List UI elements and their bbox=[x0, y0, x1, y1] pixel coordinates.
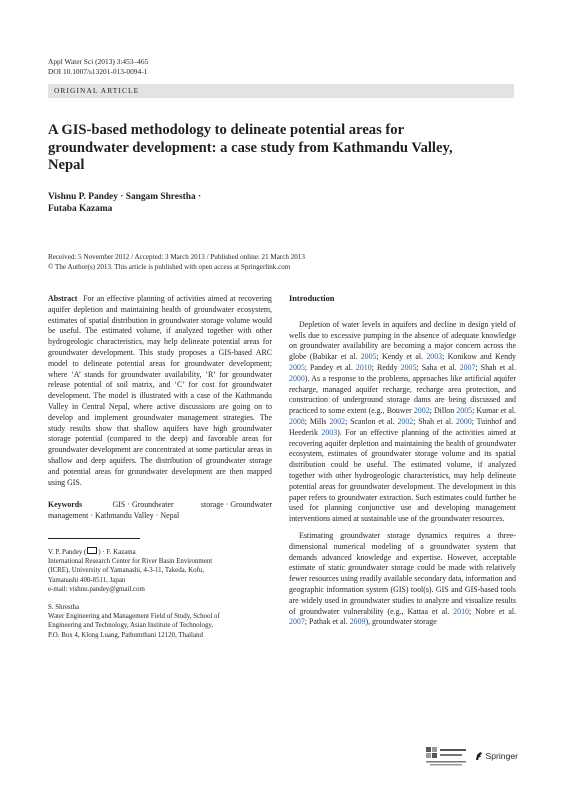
body-text: ; Kendy et al. bbox=[376, 352, 427, 362]
citation-link[interactable]: 2007 bbox=[459, 362, 476, 372]
body-text: ; Shah et al. bbox=[413, 416, 456, 426]
citation-link[interactable]: 2005 bbox=[400, 362, 417, 372]
body-text: ; Pathak et al. bbox=[304, 617, 350, 627]
keyword: Kathmandu Valley bbox=[94, 511, 154, 521]
citation-link[interactable]: 2005 bbox=[456, 406, 473, 416]
affiliation-line: Yamanashi 400-8511, Japan bbox=[48, 576, 126, 584]
introduction-paragraph bbox=[289, 320, 516, 525]
author-email[interactable]: e-mail: vishnu.pandey@gmail.com bbox=[48, 585, 145, 593]
springer-logo bbox=[474, 751, 518, 761]
citation-link[interactable]: 2002 bbox=[413, 406, 430, 416]
body-text: ; Dillon bbox=[429, 406, 457, 416]
article-title: A GIS-based methodology to delineate potential areas for groundwater development: a case study from Kathmandu Valley, Nepal bbox=[48, 122, 453, 174]
citation-link[interactable]: 2008 bbox=[289, 416, 305, 426]
springer-horse-icon bbox=[474, 751, 484, 761]
affiliation-author: S. Shrestha bbox=[48, 603, 80, 611]
keyword: Nepal bbox=[160, 511, 180, 521]
citation-link[interactable]: 2000 bbox=[455, 416, 472, 426]
affiliation-block bbox=[48, 603, 272, 640]
citation-link[interactable]: 2002 bbox=[397, 416, 414, 426]
citation-link[interactable]: 2003 bbox=[321, 427, 338, 437]
body-text: ; Shah et al. bbox=[475, 362, 516, 372]
citation-link[interactable]: 2000 bbox=[289, 373, 305, 383]
affiliation-line: International Research Center for River Basin Environment bbox=[48, 558, 213, 566]
author-separator: · bbox=[195, 192, 202, 202]
keywords-label: Keywords bbox=[48, 500, 83, 510]
affiliation-block bbox=[48, 547, 272, 594]
journal-reference bbox=[48, 57, 148, 76]
left-column bbox=[48, 294, 272, 640]
publication-dates bbox=[48, 253, 518, 272]
affiliation-author: ) · F. Kazama bbox=[98, 548, 136, 556]
abstract-text: For an effective planning of activities aimed at recovering aquifer depletion and maintaining health of groundwater ecosystem, estimates of spatial distribution in groundwater storage volume would be useful. The estimated volume, if analyzed together with other hydrogeologic characteristics, may help delineate potential areas for groundwater development. This study proposes a GIS-based ARC model to delineate potential areas for groundwater development; where ‘A’ stands for groundwater availability, ‘R’ for groundwater release potential of soil matrix, and ‘C’ for cost for groundwater development. The model is illustrated with a case of the Kathmandu Valley in Central Nepal, where active discussions are going on to develop and implement groundwater management strategies. The study results show that shallow aquifers have high groundwater storage potential (compared to the deep) and favorable areas for groundwater development are concentrated at some particular areas in shallow and deep aquifers. The distribution of groundwater storage and potential areas for groundwater development are then mapped using GIS. bbox=[48, 294, 272, 487]
keyword-separator: · bbox=[155, 511, 159, 521]
abstract bbox=[48, 294, 272, 488]
keyword-separator: · bbox=[225, 500, 229, 510]
body-text: Estimating groundwater storage dynamics requires a three-dimensional numerical modeling of a groundwater system that demands advanced knowledge and expertise. However, acceptable estimate of static groundwater storage could be made with relatively fewer resources using readily available secondary data, information and geographic information system (GIS) tool(s). GIS and GIS-based tools are widely used in groundwater studies to analyze and visualize results of groundwater vulnerability (e.g., Kattaa et al. bbox=[289, 530, 516, 616]
author-name: Futaba Kazama bbox=[48, 204, 113, 214]
body-text: ). As a response to the problems, approaches like artificial aquifer recharge, managed aquifer recharge, recharge area protection, and construction of underground storage dams are being discussed and practiced to some extent (e.g., Bouwer bbox=[289, 373, 516, 416]
body-text: ; Kumar et al. bbox=[472, 406, 516, 416]
citation-link[interactable]: 2002 bbox=[329, 416, 346, 426]
open-access-notice: © The Author(s) 2013. This article is published with open access at Springerlink.com bbox=[48, 262, 291, 271]
body-text: ; Scanlon et al. bbox=[345, 416, 398, 426]
introduction-paragraph bbox=[289, 531, 516, 628]
keyword-separator: · bbox=[90, 511, 93, 521]
article-type-banner: ORIGINAL ARTICLE bbox=[48, 84, 514, 98]
body-text: ; Saha et al. bbox=[416, 362, 460, 372]
body-text: ; Reddy bbox=[371, 362, 401, 372]
affiliation-line: Water Engineering and Management Field of Study, School of bbox=[48, 613, 220, 621]
affiliation-divider bbox=[48, 538, 140, 539]
affiliation-names bbox=[48, 547, 272, 557]
body-text: ). For an effective planning of the activities aimed at recovering aquifer depletion and maintaining the health of groundwater ecosystem, estimates of groundwater storage volume and its spatial distribution could be useful. The estimated volume, if analyzed together with other hydrogeologic characteristics, may help delineate potential areas for groundwater development. The development in this paper refers to groundwater extraction. Such estimates could further be used for planning conjunctive use and developing management interventions aimed at sustainable use of the groundwater resources. bbox=[289, 427, 517, 524]
citation-link[interactable]: 2005 bbox=[289, 362, 305, 372]
body-text: ; Nobre et al. bbox=[468, 606, 516, 616]
springer-wordmark: Springer bbox=[485, 751, 518, 761]
keyword: Groundwater management bbox=[48, 500, 272, 521]
section-heading-introduction: Introduction bbox=[289, 294, 335, 303]
right-column bbox=[289, 294, 516, 628]
received-accepted-dates: Received: 5 November 2012 / Accepted: 3 March 2013 / Published online: 21 March 2013 bbox=[48, 253, 305, 261]
affiliation-line: (ICRE), University of Yamanashi, 4-3-11, Takeda, Kofu, bbox=[48, 567, 205, 575]
citation-link[interactable]: 2010 bbox=[355, 362, 372, 372]
abstract-label: Abstract bbox=[48, 294, 78, 303]
citation-link[interactable]: 2003 bbox=[426, 352, 443, 362]
author-name: Vishnu P. Pandey bbox=[48, 192, 118, 202]
author-name: Sangam Shrestha bbox=[125, 192, 196, 202]
kacst-logo-icon bbox=[424, 744, 468, 768]
body-text: ), groundwater storage bbox=[365, 617, 437, 627]
doi-link[interactable]: DOI 10.1007/s13201-013-0094-1 bbox=[48, 66, 148, 76]
author-separator: · bbox=[117, 192, 126, 202]
body-text: Depletion of water levels in aquifers and decline in design yield of wells due to excessive pumping in the absence of adequate knowledge on groundwater availability are becoming a major concern across the globe (Babikar et al. bbox=[289, 319, 516, 362]
body-text: ; Pandey et al. bbox=[304, 362, 356, 372]
affiliation-line: Engineering and Technology, Asian Institute of Technology, bbox=[48, 622, 214, 630]
citation-link[interactable]: 2009 bbox=[349, 617, 366, 627]
body-text: ; Konikow and Kendy bbox=[442, 352, 516, 362]
publisher-logos bbox=[424, 744, 518, 768]
keyword-separator: · bbox=[127, 500, 130, 510]
journal-citation: Appl Water Sci (2013) 3:453–465 bbox=[48, 57, 149, 66]
body-text: ; Mills bbox=[304, 416, 330, 426]
keyword: Groundwater storage bbox=[131, 500, 224, 510]
citation-link[interactable]: 2007 bbox=[289, 617, 305, 627]
affiliation-author: V. P. Pandey ( bbox=[48, 548, 87, 556]
citation-link[interactable]: 2005 bbox=[360, 352, 377, 362]
keywords bbox=[48, 500, 272, 522]
keyword: GIS bbox=[112, 500, 126, 510]
citation-link[interactable]: 2010 bbox=[453, 606, 469, 616]
affiliation-line: P.O. Box 4, Klong Luang, Pathumthani 12120, Thailand bbox=[48, 631, 203, 639]
author-list bbox=[48, 191, 348, 215]
body-text: ; Tuinhof and Heederik bbox=[289, 416, 516, 437]
envelope-icon[interactable] bbox=[87, 547, 97, 554]
